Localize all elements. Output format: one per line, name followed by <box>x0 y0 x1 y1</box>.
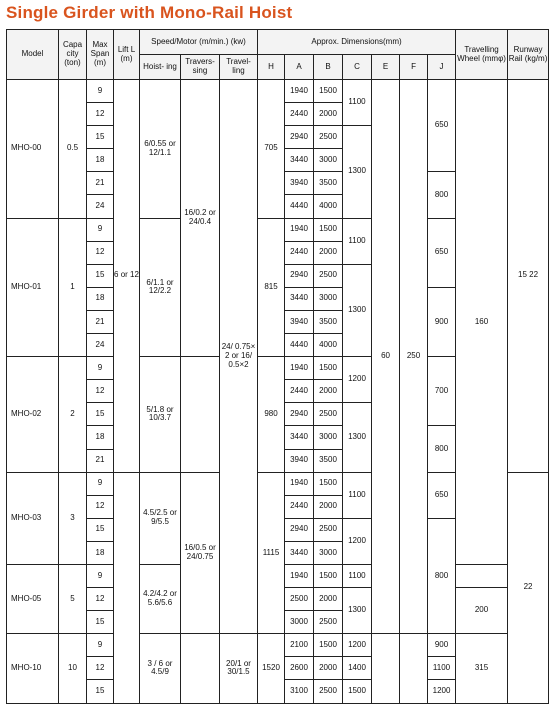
span-cell: 18 <box>87 541 114 564</box>
span-cell: 18 <box>87 287 114 310</box>
page-title: Single Girder with Mono-Rail Hoist <box>6 3 293 22</box>
j-cell: 900 <box>428 287 456 356</box>
b-cell: 3000 <box>314 149 343 172</box>
capacity-cell: 1 <box>59 218 87 357</box>
traversing-cell <box>181 357 220 472</box>
c-cell: 1300 <box>343 403 372 472</box>
a-cell: 1940 <box>285 564 314 587</box>
capacity-cell: 10 <box>59 634 87 703</box>
span-cell: 15 <box>87 611 114 634</box>
b-cell: 2500 <box>314 126 343 149</box>
header-c: C <box>343 55 372 80</box>
a-cell: 2100 <box>285 634 314 657</box>
b-cell: 1500 <box>314 564 343 587</box>
header-dims-group: Approx. Dimensions(mm) <box>258 30 456 55</box>
b-cell: 3000 <box>314 287 343 310</box>
table-row <box>7 634 549 657</box>
span-cell: 21 <box>87 172 114 195</box>
header-wheel: Travelling Wheel (mmφ) <box>456 30 508 80</box>
model-cell: MHO-10 <box>7 634 59 703</box>
span-cell: 12 <box>87 241 114 264</box>
b-cell: 2000 <box>314 241 343 264</box>
b-cell: 2000 <box>314 380 343 403</box>
capacity-cell: 0.5 <box>59 80 87 219</box>
a-cell: 2500 <box>285 588 314 611</box>
b-cell: 4000 <box>314 334 343 357</box>
a-cell: 3940 <box>285 310 314 333</box>
capacity-cell: 2 <box>59 357 87 472</box>
a-cell: 2940 <box>285 264 314 287</box>
header-j: J <box>428 55 456 80</box>
a-cell: 3940 <box>285 172 314 195</box>
a-cell: 2940 <box>285 126 314 149</box>
c-cell: 1100 <box>343 472 372 518</box>
travelling-cell: 20/1 or 30/1.5 <box>220 634 258 703</box>
b-cell: 2500 <box>314 403 343 426</box>
header-h: H <box>258 55 285 80</box>
f-cell <box>400 634 428 703</box>
j-cell: 650 <box>428 218 456 287</box>
header-span: Max Span (m) <box>87 30 114 80</box>
span-cell: 21 <box>87 449 114 472</box>
span-cell: 9 <box>87 218 114 241</box>
rail-cell: 22 <box>508 472 549 703</box>
spec-table <box>6 29 549 704</box>
b-cell: 2000 <box>314 495 343 518</box>
a-cell: 1940 <box>285 218 314 241</box>
span-cell: 9 <box>87 357 114 380</box>
span-cell: 9 <box>87 80 114 103</box>
a-cell: 3000 <box>285 611 314 634</box>
c-cell: 1300 <box>343 126 372 218</box>
capacity-cell: 5 <box>59 564 87 633</box>
c-cell: 1200 <box>343 634 372 657</box>
b-cell: 2000 <box>314 588 343 611</box>
span-cell: 9 <box>87 564 114 587</box>
model-cell: MHO-01 <box>7 218 59 357</box>
j-cell: 650 <box>428 472 456 518</box>
span-cell: 21 <box>87 310 114 333</box>
b-cell: 3500 <box>314 310 343 333</box>
b-cell: 1500 <box>314 218 343 241</box>
a-cell: 3440 <box>285 287 314 310</box>
a-cell: 2440 <box>285 495 314 518</box>
wheel-cell: 315 <box>456 634 508 703</box>
span-cell: 12 <box>87 103 114 126</box>
spec-table-container <box>6 29 549 704</box>
c-cell: 1300 <box>343 264 372 356</box>
span-cell: 24 <box>87 334 114 357</box>
a-cell: 2600 <box>285 657 314 680</box>
hoisting-cell: 6/1.1 or 12/2.2 <box>140 218 181 357</box>
model-cell: MHO-03 <box>7 472 59 564</box>
header-hoisting: Hoist- ing <box>140 55 181 80</box>
c-cell: 1100 <box>343 218 372 264</box>
header-lift: Lift L (m) <box>114 30 140 80</box>
j-cell: 700 <box>428 357 456 426</box>
a-cell: 3100 <box>285 680 314 703</box>
lift-cell: 6 or 12 <box>114 80 140 473</box>
j-cell: 1100 <box>428 657 456 680</box>
header-rail: Runway Rail (kg/m) <box>508 30 549 80</box>
c-cell: 1500 <box>343 680 372 703</box>
table-row <box>7 80 549 103</box>
header-f: F <box>400 55 428 80</box>
b-cell: 2500 <box>314 518 343 541</box>
wheel-cell: 160 <box>456 80 508 565</box>
b-cell: 3000 <box>314 426 343 449</box>
span-cell: 15 <box>87 264 114 287</box>
model-cell: MHO-02 <box>7 357 59 472</box>
a-cell: 4440 <box>285 334 314 357</box>
b-cell: 4000 <box>314 195 343 218</box>
model-cell: MHO-00 <box>7 80 59 219</box>
a-cell: 2440 <box>285 103 314 126</box>
header-a: A <box>285 55 314 80</box>
header-model: Model <box>7 30 59 80</box>
a-cell: 4440 <box>285 195 314 218</box>
j-cell: 800 <box>428 518 456 633</box>
a-cell: 2940 <box>285 518 314 541</box>
c-cell: 1400 <box>343 657 372 680</box>
wheel-cell: 200 <box>456 588 508 634</box>
hoisting-cell: 5/1.8 or 10/3.7 <box>140 357 181 472</box>
header-travelling: Travel- ling <box>220 55 258 80</box>
c-cell: 1200 <box>343 357 372 403</box>
b-cell: 2500 <box>314 264 343 287</box>
rail-cell: 15 22 <box>508 80 549 473</box>
b-cell: 2500 <box>314 611 343 634</box>
span-cell: 9 <box>87 634 114 657</box>
header-e: E <box>372 55 400 80</box>
e-cell: 60 <box>372 80 400 634</box>
b-cell: 2500 <box>314 680 343 703</box>
e-cell <box>372 634 400 703</box>
j-cell: 800 <box>428 172 456 218</box>
a-cell: 3440 <box>285 149 314 172</box>
a-cell: 1940 <box>285 357 314 380</box>
b-cell: 1500 <box>314 634 343 657</box>
model-cell: MHO-05 <box>7 564 59 633</box>
travelling-cell: 24/ 0.75× 2 or 16/ 0.5×2 <box>220 80 258 634</box>
span-cell: 15 <box>87 403 114 426</box>
span-cell: 15 <box>87 680 114 703</box>
b-cell: 1500 <box>314 80 343 103</box>
f-cell: 250 <box>400 80 428 634</box>
c-cell: 1100 <box>343 80 372 126</box>
hoisting-cell: 4.5/2.5 or 9/5.5 <box>140 472 181 564</box>
span-cell: 12 <box>87 380 114 403</box>
a-cell: 1940 <box>285 472 314 495</box>
a-cell: 2440 <box>285 380 314 403</box>
span-cell: 18 <box>87 426 114 449</box>
a-cell: 3440 <box>285 426 314 449</box>
span-cell: 12 <box>87 495 114 518</box>
span-cell: 15 <box>87 518 114 541</box>
hoisting-cell: 3 / 6 or 4.5/9 <box>140 634 181 703</box>
h-cell: 815 <box>258 218 285 357</box>
a-cell: 3940 <box>285 449 314 472</box>
j-cell: 900 <box>428 634 456 657</box>
a-cell: 3440 <box>285 541 314 564</box>
c-cell: 1300 <box>343 588 372 634</box>
b-cell: 2000 <box>314 103 343 126</box>
b-cell: 3500 <box>314 172 343 195</box>
j-cell: 800 <box>428 426 456 472</box>
traversing-cell: 16/0.2 or 24/0.4 <box>181 80 220 357</box>
hoisting-cell: 4.2/4.2 or 5.6/5.6 <box>140 564 181 633</box>
traversing-cell: 16/0.5 or 24/0.75 <box>181 472 220 634</box>
capacity-cell: 3 <box>59 472 87 564</box>
a-cell: 2440 <box>285 241 314 264</box>
span-cell: 24 <box>87 195 114 218</box>
header-b: B <box>314 55 343 80</box>
span-cell: 9 <box>87 472 114 495</box>
j-cell: 650 <box>428 80 456 172</box>
j-cell: 1200 <box>428 680 456 703</box>
header-traversing: Travers- sing <box>181 55 220 80</box>
span-cell: 15 <box>87 126 114 149</box>
a-cell: 1940 <box>285 80 314 103</box>
traversing-cell <box>181 634 220 703</box>
lift-cell <box>114 472 140 703</box>
b-cell: 3500 <box>314 449 343 472</box>
hoisting-cell: 6/0.55 or 12/1.1 <box>140 80 181 219</box>
b-cell: 1500 <box>314 472 343 495</box>
h-cell: 980 <box>258 357 285 472</box>
a-cell: 2940 <box>285 403 314 426</box>
span-cell: 12 <box>87 657 114 680</box>
h-cell: 1520 <box>258 634 285 703</box>
c-cell: 1200 <box>343 518 372 564</box>
header-speed-group: Speed/Motor (m/min.) (kw) <box>140 30 258 55</box>
h-cell: 1115 <box>258 472 285 634</box>
header-capacity: Capa city (ton) <box>59 30 87 80</box>
span-cell: 12 <box>87 588 114 611</box>
b-cell: 1500 <box>314 357 343 380</box>
b-cell: 2000 <box>314 657 343 680</box>
span-cell: 18 <box>87 149 114 172</box>
c-cell: 1100 <box>343 564 372 587</box>
h-cell: 705 <box>258 80 285 219</box>
b-cell: 3000 <box>314 541 343 564</box>
